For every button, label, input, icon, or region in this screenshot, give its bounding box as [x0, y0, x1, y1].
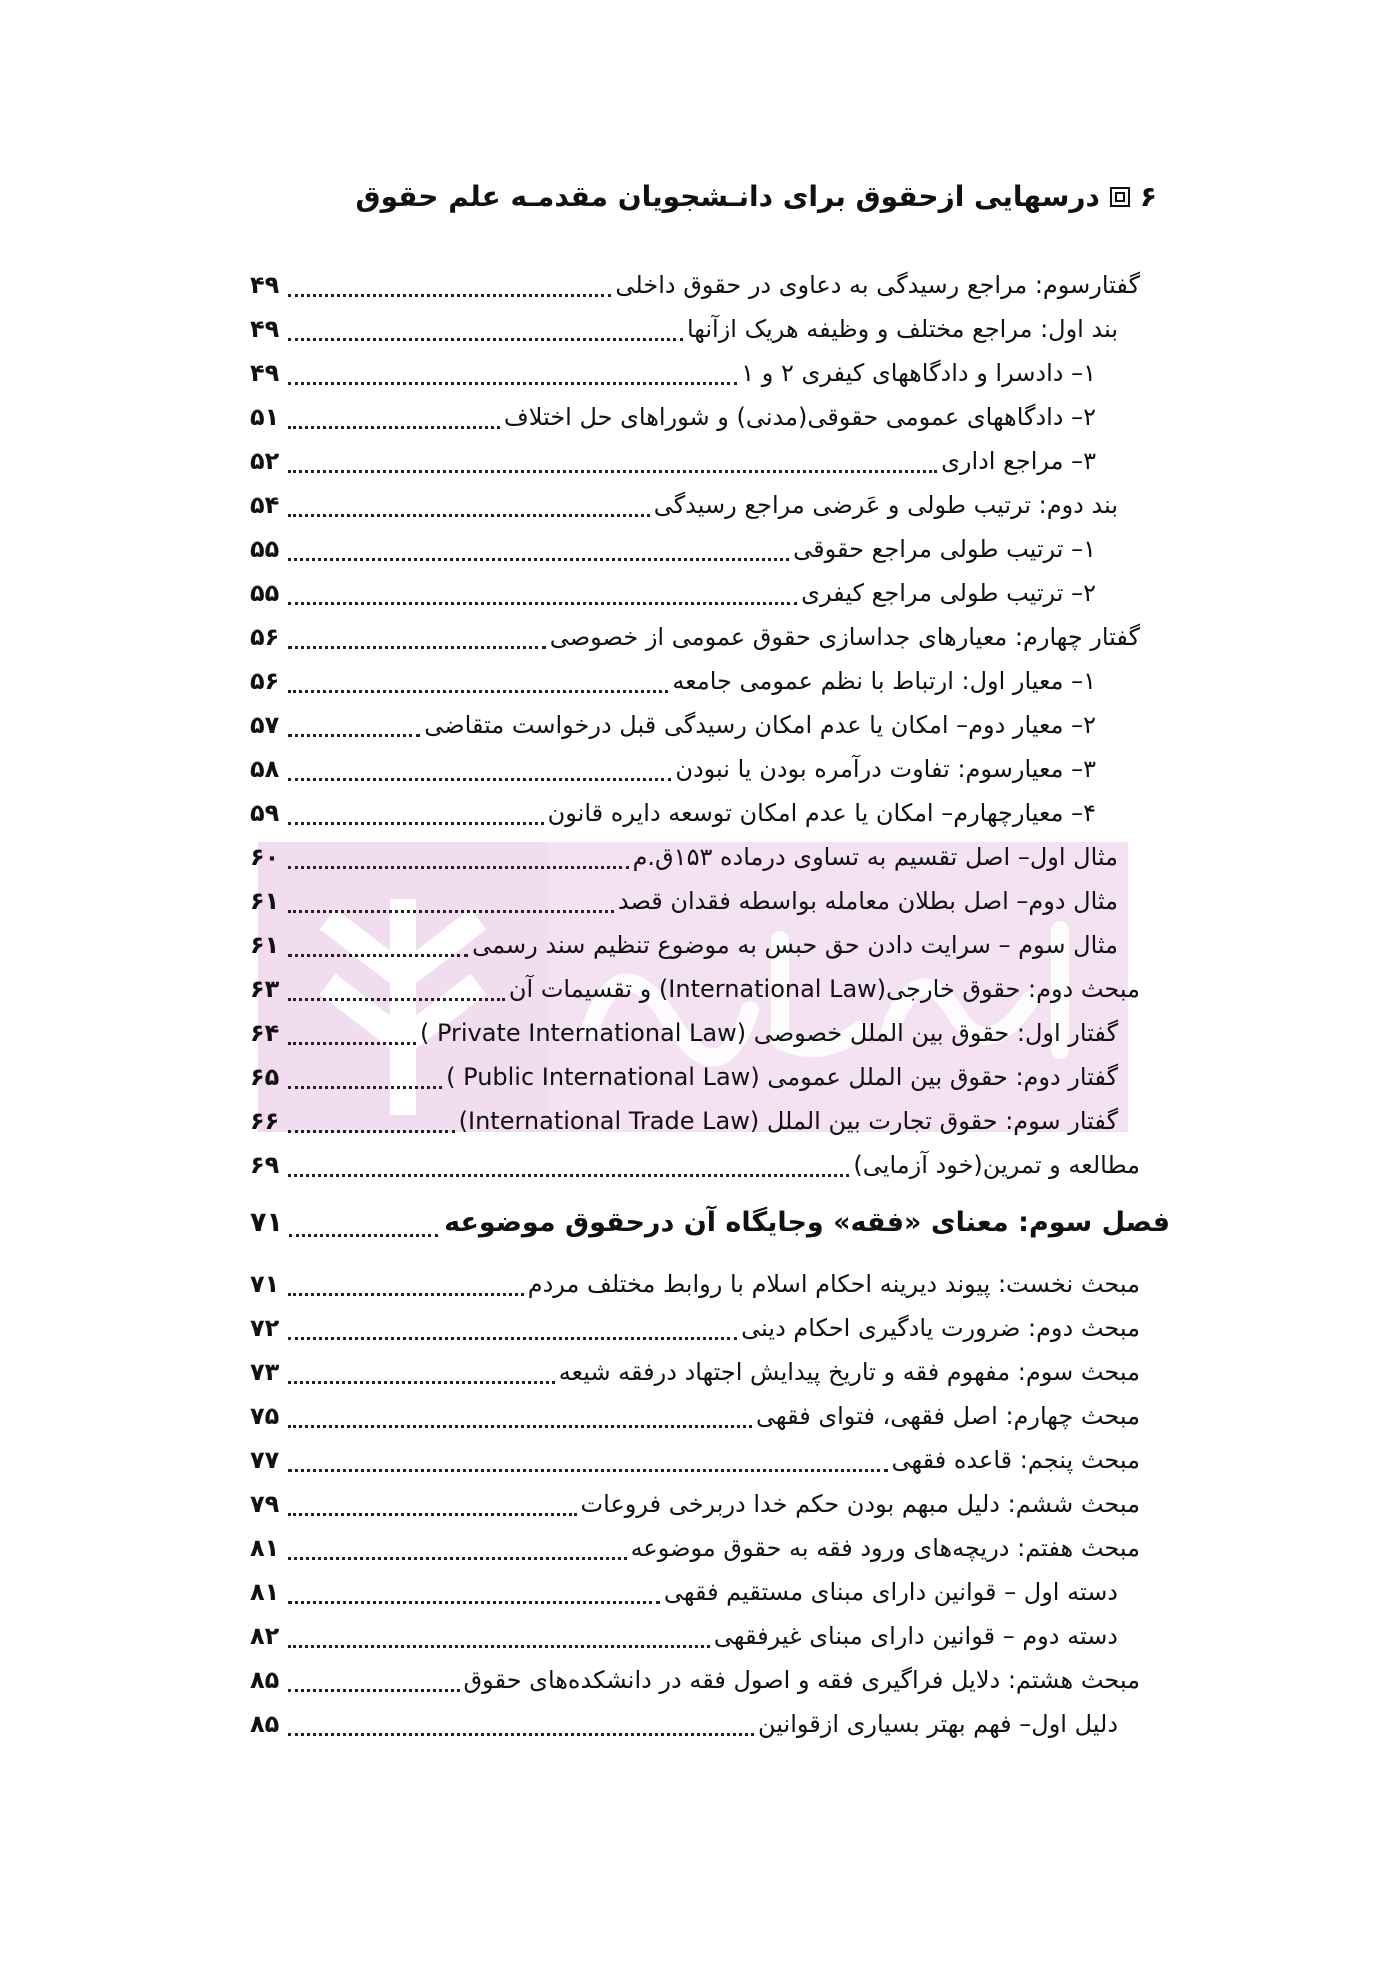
toc-entry[interactable]: [250, 527, 1140, 571]
dot-leader: [288, 1293, 524, 1296]
dot-leader: [288, 734, 420, 737]
toc-entry[interactable]: [250, 483, 1140, 527]
dot-leader: [288, 822, 544, 825]
toc-entry-title: گفتار اول: حقوق بین الملل خصوصی (Private International Law ): [419, 1019, 1118, 1047]
toc-entry-page: ۷۵: [250, 1402, 280, 1430]
toc-entry[interactable]: [250, 923, 1140, 967]
dot-leader: [288, 1513, 577, 1516]
dot-leader: [288, 514, 650, 517]
toc-entry[interactable]: [250, 879, 1140, 923]
toc-entry-title: مثال اول– اصل تقسیم به تساوی درماده ۱۵۳ق.م: [632, 843, 1118, 871]
toc-entry[interactable]: [250, 1143, 1140, 1187]
toc-entry-page: ۸۲: [250, 1622, 280, 1650]
toc-entry-page: ۸۱: [250, 1578, 280, 1606]
toc-entry-title: گفتار دوم: حقوق بین الملل عمومی (Public International Law ): [446, 1063, 1118, 1091]
toc-entry[interactable]: [250, 307, 1140, 351]
toc-entry-page: ۵۲: [250, 447, 280, 475]
dot-leader: [288, 1557, 627, 1560]
toc-entry-page: ۶۶: [250, 1107, 280, 1135]
dot-leader: [288, 602, 797, 605]
toc-entry-title: ۲– ترتیب طولی مراجع کیفری: [801, 579, 1096, 607]
toc-entry-page: ۵۸: [250, 755, 280, 783]
toc-entry-title: دسته اول – قوانین دارای مبنای مستقیم فقهی: [663, 1578, 1118, 1606]
dot-leader: [288, 382, 737, 385]
toc-entry-title: مبحث پنجم: قاعده فقهی: [891, 1446, 1140, 1474]
toc-entry-title: مبحث ششم: دلیل مبهم بودن حکم خدا دربرخی فروعات: [580, 1490, 1140, 1518]
page-number: ۶: [1139, 180, 1157, 213]
toc-entry-page: ۴۹: [250, 315, 280, 343]
toc-entry-page: ۵۷: [250, 711, 280, 739]
toc-entry-title: بند دوم: ترتیب طولی و عَرضی مراجع رسیدگی: [653, 491, 1118, 519]
dot-leader: [288, 338, 683, 341]
toc-entry-page: ۴۹: [250, 359, 280, 387]
toc-entry-page: ۵۶: [250, 623, 280, 651]
dot-leader: [288, 910, 614, 913]
dot-leader: [288, 1425, 752, 1428]
toc-entry[interactable]: [250, 1394, 1140, 1438]
toc-entry-page: ۷۳: [250, 1358, 280, 1386]
toc-entry[interactable]: [250, 1099, 1140, 1143]
toc-entry-page: ۸۵: [250, 1710, 280, 1738]
toc-entry-page: ۷۹: [250, 1490, 280, 1518]
toc-entry-page: ۶۱: [250, 887, 280, 915]
toc-entry[interactable]: [250, 1262, 1140, 1306]
toc-entry-page: ۷۷: [250, 1446, 280, 1474]
toc-entry-page: ۵۶: [250, 667, 280, 695]
toc-entry[interactable]: [250, 571, 1140, 615]
toc-entry-page: ۶۹: [250, 1151, 280, 1179]
dot-leader: [288, 1337, 737, 1340]
toc-entry[interactable]: [250, 1011, 1140, 1055]
toc-entry[interactable]: [250, 1570, 1140, 1614]
book-title: درسهایی ازحقوق برای دانـشجویان مقدمـه علم حقوق: [355, 180, 1100, 213]
toc-entry-page: ۵۱: [250, 403, 280, 431]
toc-entry-page: ۵۹: [250, 799, 280, 827]
dot-leader: [288, 426, 500, 429]
dot-leader: [288, 1130, 455, 1133]
dot-leader: [288, 470, 937, 473]
dot-leader: [288, 294, 611, 297]
dot-leader: [288, 778, 671, 781]
toc-list: [250, 1262, 1140, 1746]
toc-entry-page: ۶۴: [250, 1019, 280, 1047]
toc-entry-title: دلیل اول– فهم بهتر بسیاری ازقوانین: [758, 1710, 1118, 1738]
toc-entry[interactable]: [250, 1526, 1140, 1570]
toc-entry-title: ۳– معیارسوم: تفاوت درآمره بودن یا نبودن: [675, 755, 1096, 783]
toc-entry-title: مثال سوم – سرایت دادن حق حبس به موضوع تنظیم سند رسمی: [472, 931, 1118, 959]
toc-entry-title: مبحث سوم: مفهوم فقه و تاریخ پیدایش اجتهاد درفقه شیعه: [558, 1358, 1140, 1386]
toc-entry-title: بند اول: مراجع مختلف و وظیفه هریک ازآنها: [686, 315, 1118, 343]
toc-entry-page: ۸۱: [250, 1534, 280, 1562]
toc-entry-page: ۵۵: [250, 579, 280, 607]
dot-leader: [288, 1174, 849, 1177]
toc-entry[interactable]: [250, 835, 1140, 879]
dot-leader: [288, 1645, 710, 1648]
dot-leader: [288, 690, 668, 693]
toc-entry[interactable]: [250, 703, 1140, 747]
chapter-title: فصل سوم: معنای «فقه» وجایگاه آن درحقوق موضوعه: [444, 1207, 1170, 1238]
dot-leader: [288, 954, 468, 957]
running-header: [200, 180, 1157, 213]
toc-entry[interactable]: [250, 263, 1140, 307]
toc-entry-page: ۵۴: [250, 491, 280, 519]
toc-entry-page: ۷۲: [250, 1314, 280, 1342]
toc-entry-title: مطالعه و تمرین(خود آزمایی): [853, 1151, 1140, 1179]
toc-entry[interactable]: [250, 1438, 1140, 1482]
toc-entry[interactable]: [250, 967, 1140, 1011]
toc-entry[interactable]: [250, 1614, 1140, 1658]
toc-entry[interactable]: [250, 615, 1140, 659]
toc-entry-title: گفتار چهارم: معیارهای جداسازی حقوق عمومی از خصوصی: [549, 623, 1140, 651]
toc-entry-title: گفتارسوم: مراجع رسیدگی به دعاوی در حقوق داخلی: [615, 271, 1140, 299]
toc-entry[interactable]: [250, 1350, 1140, 1394]
chapter-page: ۷۱: [250, 1207, 283, 1238]
toc-entry-title: ۱– دادسرا و دادگاههای کیفری ۲ و ۱: [741, 359, 1096, 387]
toc-entry[interactable]: [250, 1658, 1140, 1702]
toc-entry[interactable]: [250, 1306, 1140, 1350]
toc-entry-title: ۲– دادگاههای عمومی حقوقی(مدنی) و شوراهای حل اختلاف: [503, 403, 1096, 431]
toc-entry-page: ۶۰: [250, 843, 280, 871]
dot-leader: [288, 1469, 888, 1472]
dot-leader: [289, 1234, 438, 1237]
toc-entry[interactable]: [250, 1702, 1140, 1746]
toc-entry-title: ۱– ترتیب طولی مراجع حقوقی: [793, 535, 1096, 563]
toc-entry-page: ۴۹: [250, 271, 280, 299]
dot-leader: [288, 1689, 460, 1692]
toc-entry-page: ۷۱: [250, 1270, 280, 1298]
toc-entry[interactable]: [250, 395, 1140, 439]
chapter-heading[interactable]: [250, 1198, 1170, 1248]
toc-entry[interactable]: [250, 747, 1140, 791]
dot-leader: [288, 866, 629, 869]
toc-entry-page: ۶۳: [250, 975, 280, 1003]
dot-leader: [288, 1733, 754, 1736]
toc-entry-page: ۶۵: [250, 1063, 280, 1091]
toc-entry-title: مبحث هشتم: دلایل فراگیری فقه و اصول فقه در دانشکده‌های حقوق: [463, 1666, 1140, 1694]
dot-leader: [288, 646, 546, 649]
toc-entry[interactable]: [250, 351, 1140, 395]
toc-entry-page: ۵۵: [250, 535, 280, 563]
toc-entry-title: مبحث دوم: ضرورت یادگیری احکام دینی: [741, 1314, 1140, 1342]
toc-entry-title: ۳– مراجع اداری: [941, 447, 1096, 475]
toc-entry-page: ۶۱: [250, 931, 280, 959]
toc-entry-title: مبحث نخست: پیوند دیرینه احکام اسلام با روابط مختلف مردم: [527, 1270, 1140, 1298]
dot-leader: [288, 1042, 416, 1045]
toc-entry-page: ۸۵: [250, 1666, 280, 1694]
square-ornament-icon: [1110, 187, 1130, 207]
dot-leader: [288, 1601, 660, 1604]
toc-list: [250, 263, 1140, 1187]
toc-entry[interactable]: [250, 791, 1140, 835]
toc-entry-title: ۲– معیار دوم– امکان یا عدم امکان رسیدگی قبل درخواست متقاضی: [424, 711, 1096, 739]
dot-leader: [288, 1086, 442, 1089]
toc-entry-title: ۱– معیار اول: ارتباط با نظم عمومی جامعه: [672, 667, 1096, 695]
toc-entry[interactable]: [250, 659, 1140, 703]
toc-entry-title: ۴– معیارچهارم– امکان یا عدم امکان توسعه دایره قانون: [547, 799, 1096, 827]
toc-entry-title: گفتار سوم: حقوق تجارت بین الملل (International Trade Law): [458, 1107, 1118, 1135]
toc-entry-title: مبحث هفتم: دریچه‌های ورود فقه به حقوق موضوعه: [630, 1534, 1140, 1562]
toc-entry[interactable]: [250, 1482, 1140, 1526]
toc-entry[interactable]: [250, 1055, 1140, 1099]
dot-leader: [288, 998, 505, 1001]
toc-entry-title: مبحث دوم: حقوق خارجی(International Law) و تقسیمات آن: [508, 975, 1140, 1003]
toc-entry-title: مبحث چهارم: اصل فقهی، فتوای فقهی: [756, 1402, 1140, 1430]
dot-leader: [288, 558, 789, 561]
toc-entry-title: دسته دوم – قوانین دارای مبنای غیرفقهی: [713, 1622, 1118, 1650]
toc-entry[interactable]: [250, 439, 1140, 483]
dot-leader: [288, 1381, 555, 1384]
toc-entry-title: مثال دوم– اصل بطلان معامله بواسطه فقدان قصد: [617, 887, 1118, 915]
